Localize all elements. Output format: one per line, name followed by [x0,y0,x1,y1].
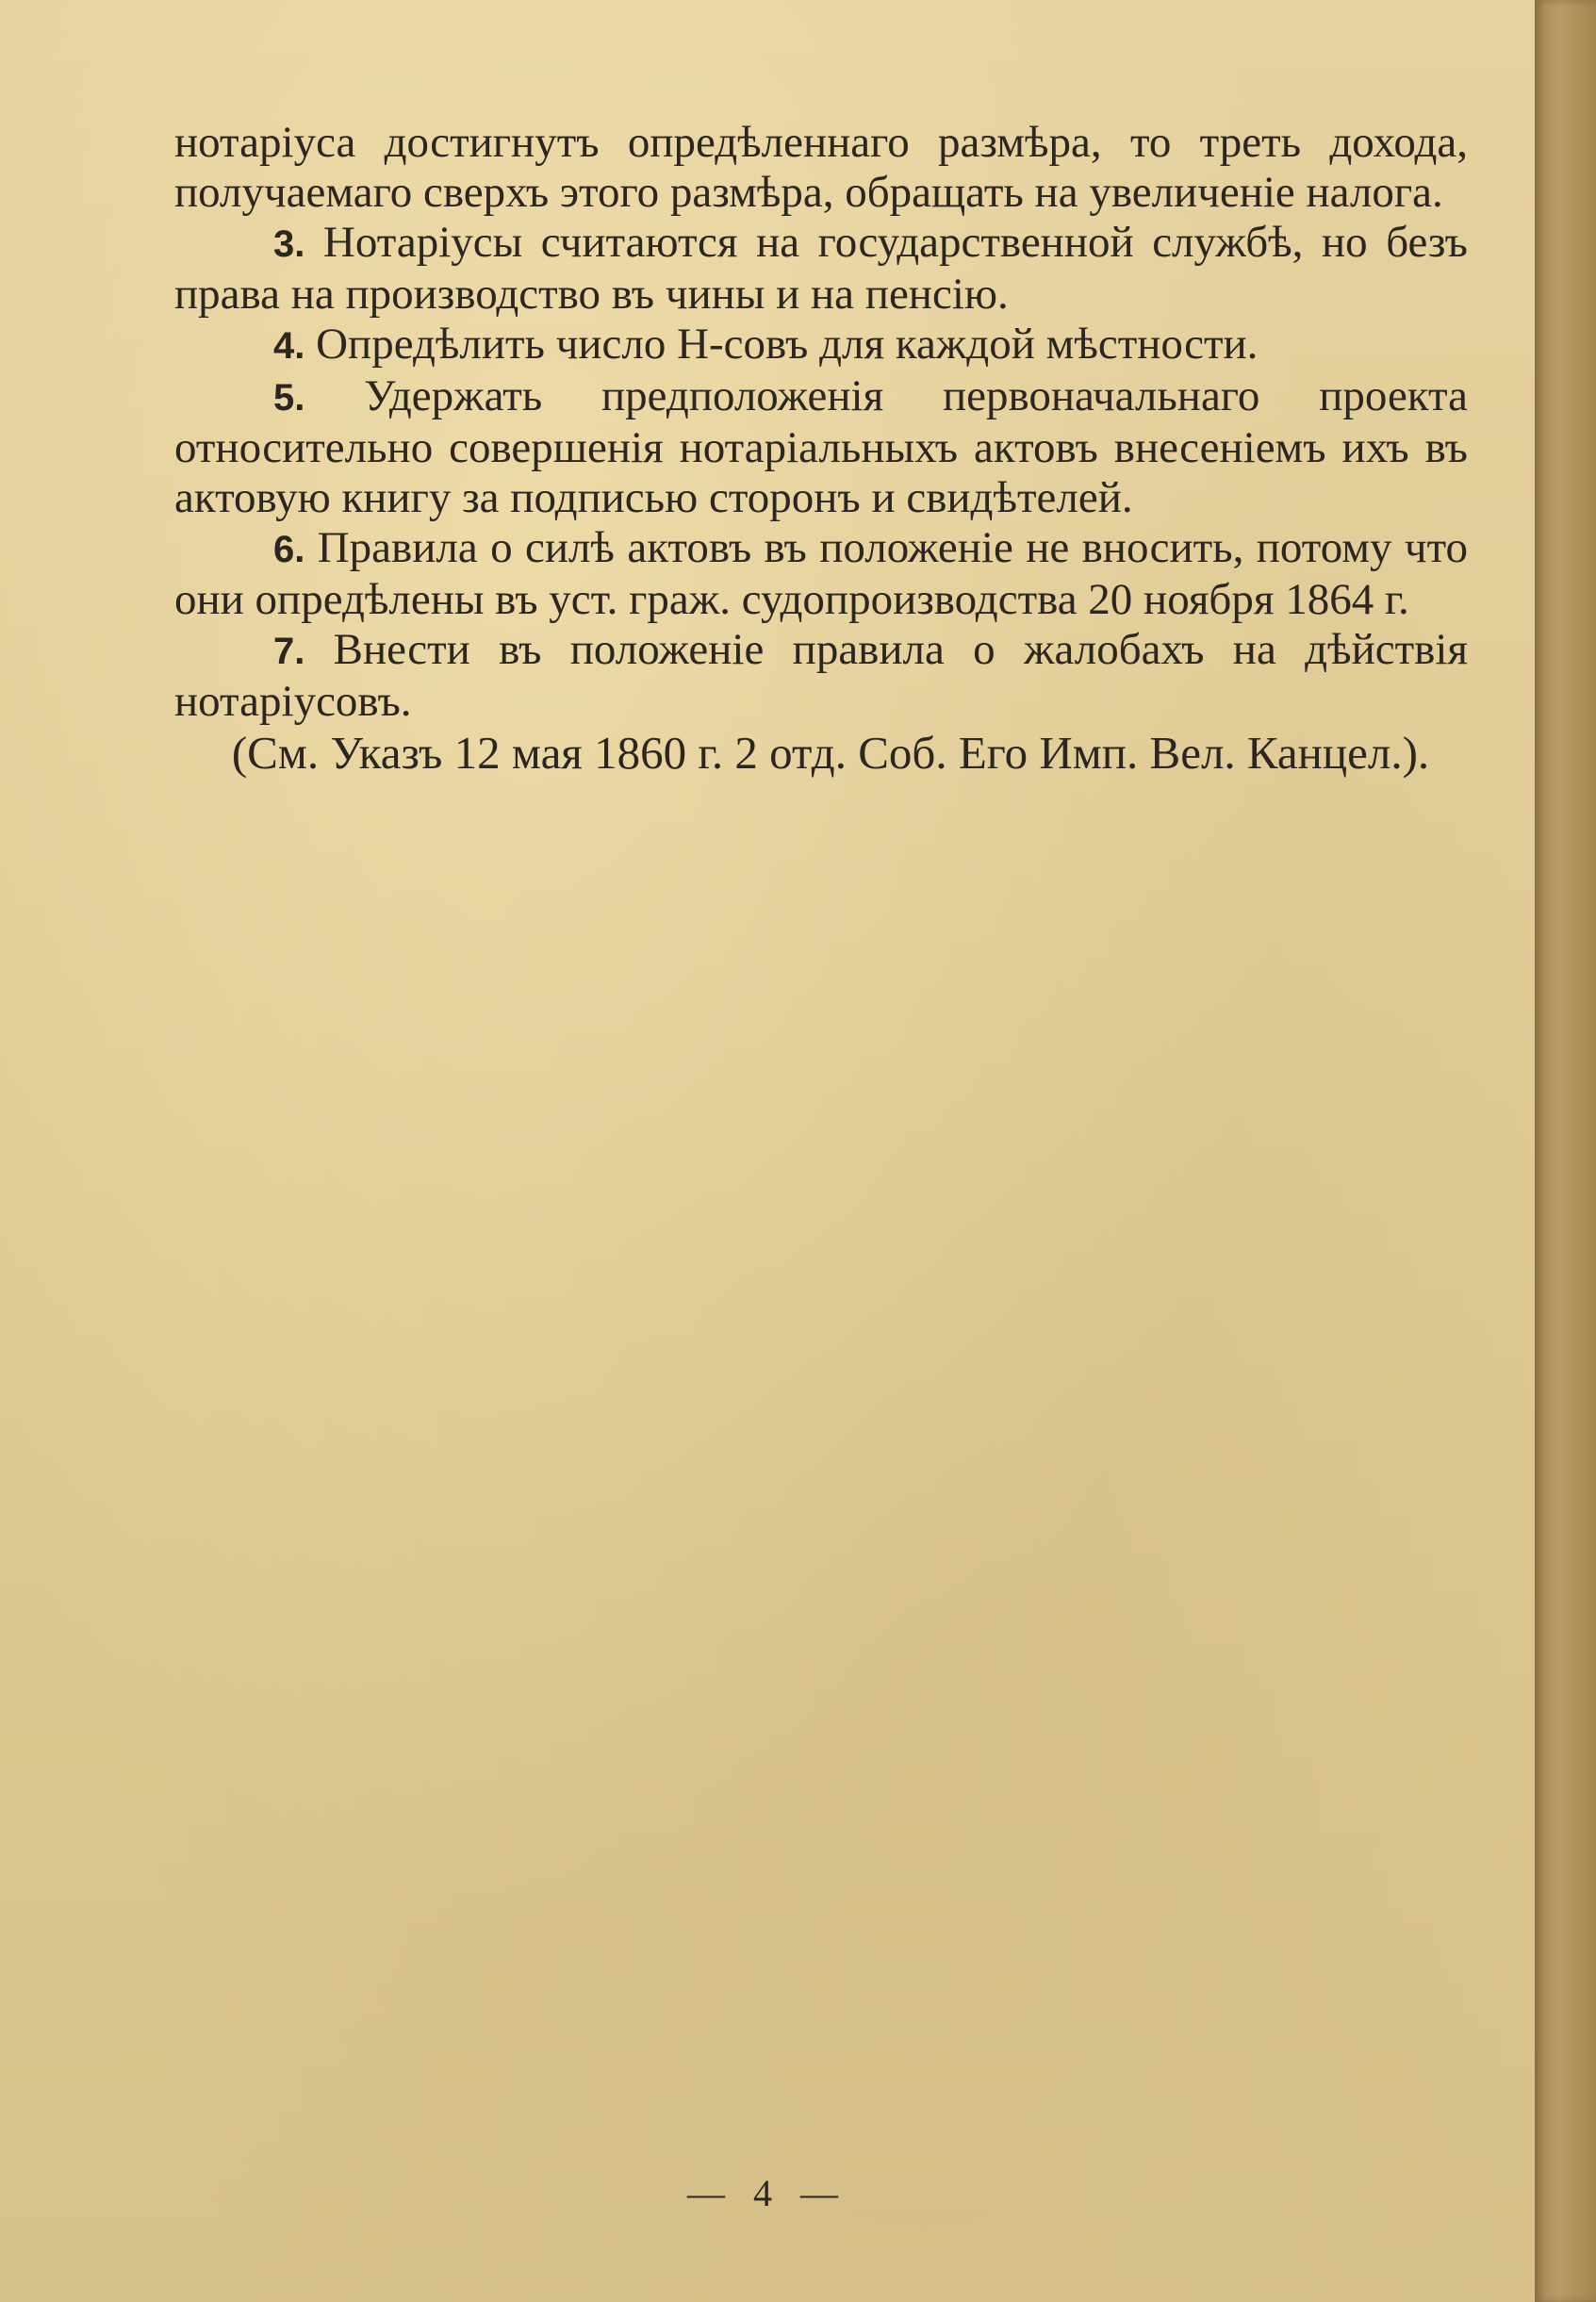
list-item-7 [174,625,1468,727]
page-text [174,118,1468,780]
page-number: — 4 — [687,2172,847,2214]
item-text: Нотарiусы считаются на государственной службѣ, но безъ права на производство въ чины и на пенсiю. [174,218,1468,319]
list-item-4 [174,320,1468,371]
book-spine-edge [1535,0,1596,2302]
item-number: 4. [273,325,305,367]
continuation-paragraph: нотарiуса достигнутъ опредѣленнаго размѣра, то треть дохода, получаемаго сверхъ этого размѣра, обращать на увеличенiе налога. [174,118,1468,217]
item-number: 7. [273,631,305,672]
list-item-6 [174,523,1468,625]
list-item-5 [174,371,1468,523]
item-number: 6. [273,529,305,570]
item-text: Внести въ положенiе правила о жалобахъ на дѣйствiя нотарiусовъ. [174,625,1468,726]
item-number: 5. [273,377,305,419]
list-item-3 [174,218,1468,320]
item-text: Опредѣлить число Н-совъ для каждой мѣстности. [304,320,1259,369]
item-text: Удержать предположенiя первоначальнаго проекта относительно совершенiя нотарiальныхъ актовъ внесенiемъ ихъ въ актовую книгу за подписью сторонъ и свидѣтелей. [174,371,1468,522]
citation: (См. Указъ 12 мая 1860 г. 2 отд. Соб. Его Имп. Вел. Канцел.). [231,727,1430,779]
item-text: Правила о силѣ актовъ въ положенiе не вносить, потому что они опредѣлены въ уст. граж. судопроизводства 20 ноября 1864 г. [174,523,1468,624]
item-number: 3. [273,223,305,265]
